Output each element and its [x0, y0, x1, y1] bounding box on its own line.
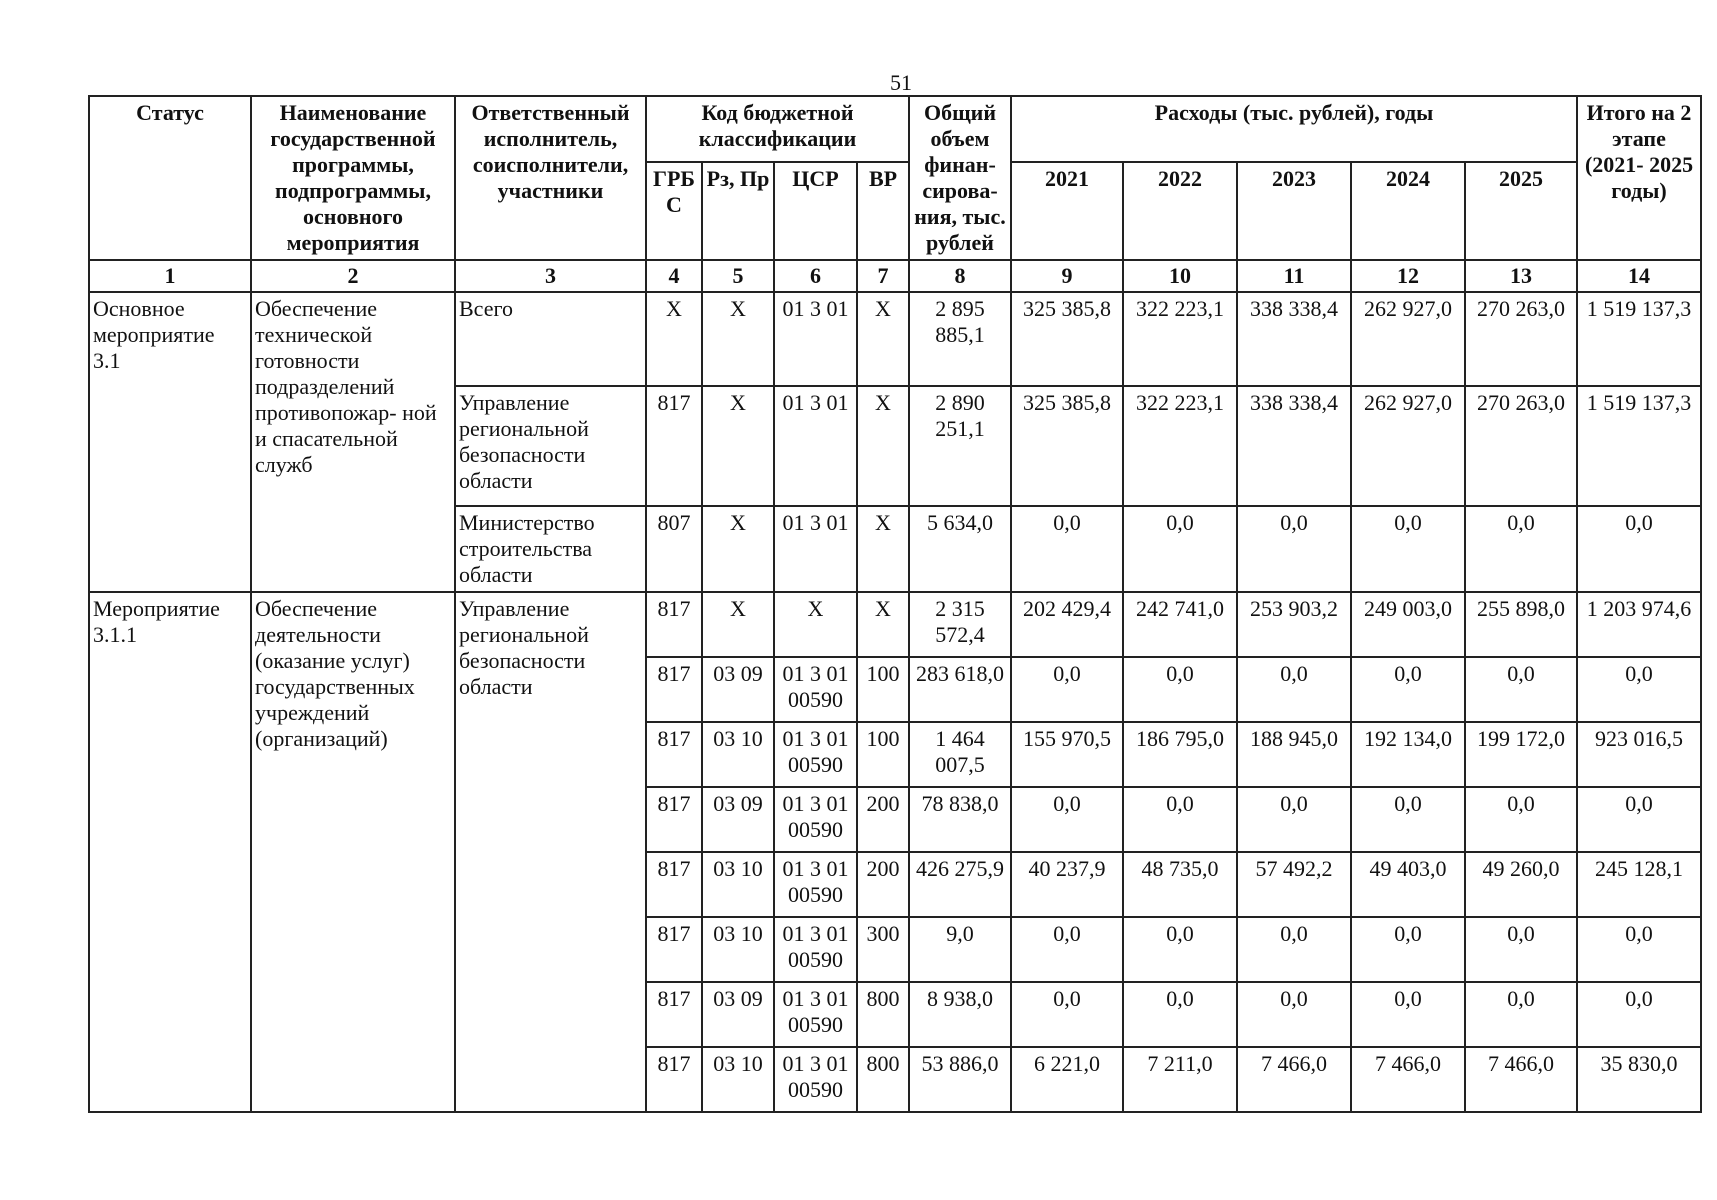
status-cell: Основное мероприятие 3.1 [89, 292, 251, 592]
vr-cell: 100 [857, 657, 909, 722]
responsible-cell: Управление региональной безопасности области [455, 386, 646, 506]
total-cell: 283 618,0 [909, 657, 1011, 722]
total-cell: 426 275,9 [909, 852, 1011, 917]
name-cell: Обеспечение технической готовности подразделений противопожар- ной и спасательной служб [251, 292, 455, 592]
col-number: 11 [1237, 260, 1351, 292]
itogo-cell: 923 016,5 [1577, 722, 1701, 787]
year-2025-cell: 199 172,0 [1465, 722, 1577, 787]
year-2023-cell: 338 338,4 [1237, 386, 1351, 506]
header-itogo: Итого на 2 этапе (2021- 2025 годы) [1577, 96, 1701, 260]
grbs-cell: 817 [646, 852, 702, 917]
vr-cell: 100 [857, 722, 909, 787]
csr-cell: 01 3 01 [774, 386, 857, 506]
status-cell: Мероприятие 3.1.1 [89, 592, 251, 1112]
csr-cell: 01 3 01 00590 [774, 657, 857, 722]
name-cell: Обеспечение деятельности (оказание услуг) государственных учреждений (организаций) [251, 592, 455, 1112]
header-expenses: Расходы (тыс. рублей), годы [1011, 96, 1577, 162]
grbs-cell: 817 [646, 787, 702, 852]
year-2023-cell: 0,0 [1237, 917, 1351, 982]
col-number: 12 [1351, 260, 1465, 292]
year-2021-cell: 325 385,8 [1011, 292, 1123, 386]
col-number: 5 [702, 260, 774, 292]
year-2025-cell: 49 260,0 [1465, 852, 1577, 917]
column-number-row [89, 260, 1701, 292]
year-2025-cell: 0,0 [1465, 506, 1577, 592]
grbs-cell: Х [646, 292, 702, 386]
year-2025-cell: 0,0 [1465, 657, 1577, 722]
budget-table [88, 95, 1702, 1113]
header-rzpr: Рз, Пр [702, 162, 774, 260]
itogo-cell: 1 519 137,3 [1577, 292, 1701, 386]
year-2021-cell: 202 429,4 [1011, 592, 1123, 657]
csr-cell: 01 3 01 00590 [774, 852, 857, 917]
col-number: 13 [1465, 260, 1577, 292]
itogo-cell: 0,0 [1577, 657, 1701, 722]
rzpr-cell: 03 10 [702, 852, 774, 917]
itogo-cell: 0,0 [1577, 982, 1701, 1047]
year-2025-cell: 0,0 [1465, 982, 1577, 1047]
csr-cell: 01 3 01 00590 [774, 1047, 857, 1112]
total-cell: 2 315 572,4 [909, 592, 1011, 657]
year-2024-cell: 0,0 [1351, 506, 1465, 592]
total-cell: 2 890 251,1 [909, 386, 1011, 506]
rzpr-cell: 03 10 [702, 722, 774, 787]
rzpr-cell: 03 09 [702, 657, 774, 722]
header-name: Наименование государственной программы, подпрограммы, основного мероприятия [251, 96, 455, 260]
year-2022-cell: 0,0 [1123, 657, 1237, 722]
year-2024-cell: 0,0 [1351, 657, 1465, 722]
year-2023-cell: 0,0 [1237, 657, 1351, 722]
vr-cell: Х [857, 506, 909, 592]
col-number: 4 [646, 260, 702, 292]
col-number: 8 [909, 260, 1011, 292]
year-2021-cell: 0,0 [1011, 982, 1123, 1047]
col-number: 2 [251, 260, 455, 292]
total-cell: 78 838,0 [909, 787, 1011, 852]
year-2022-cell: 186 795,0 [1123, 722, 1237, 787]
year-2024-cell: 0,0 [1351, 787, 1465, 852]
responsible-cell: Всего [455, 292, 646, 386]
total-cell: 9,0 [909, 917, 1011, 982]
itogo-cell: 35 830,0 [1577, 1047, 1701, 1112]
year-2021-cell: 0,0 [1011, 787, 1123, 852]
total-cell: 2 895 885,1 [909, 292, 1011, 386]
csr-cell: 01 3 01 00590 [774, 787, 857, 852]
rzpr-cell: Х [702, 386, 774, 506]
year-2022-cell: 0,0 [1123, 506, 1237, 592]
grbs-cell: 817 [646, 592, 702, 657]
year-2023-cell: 0,0 [1237, 982, 1351, 1047]
total-cell: 5 634,0 [909, 506, 1011, 592]
grbs-cell: 817 [646, 657, 702, 722]
year-2021-cell: 6 221,0 [1011, 1047, 1123, 1112]
header-year-2024: 2024 [1351, 162, 1465, 260]
vr-cell: 800 [857, 982, 909, 1047]
itogo-cell: 0,0 [1577, 917, 1701, 982]
grbs-cell: 817 [646, 1047, 702, 1112]
year-2024-cell: 7 466,0 [1351, 1047, 1465, 1112]
year-2024-cell: 0,0 [1351, 982, 1465, 1047]
header-budget-code: Код бюджетной классификации [646, 96, 909, 162]
year-2022-cell: 48 735,0 [1123, 852, 1237, 917]
csr-cell: 01 3 01 [774, 506, 857, 592]
col-number: 1 [89, 260, 251, 292]
itogo-cell: 1 519 137,3 [1577, 386, 1701, 506]
grbs-cell: 817 [646, 386, 702, 506]
col-number: 7 [857, 260, 909, 292]
rzpr-cell: Х [702, 292, 774, 386]
year-2021-cell: 0,0 [1011, 657, 1123, 722]
year-2022-cell: 0,0 [1123, 787, 1237, 852]
total-cell: 1 464 007,5 [909, 722, 1011, 787]
year-2023-cell: 338 338,4 [1237, 292, 1351, 386]
rzpr-cell: 03 09 [702, 787, 774, 852]
year-2022-cell: 7 211,0 [1123, 1047, 1237, 1112]
csr-cell: 01 3 01 00590 [774, 917, 857, 982]
header-year-2021: 2021 [1011, 162, 1123, 260]
year-2025-cell: 0,0 [1465, 787, 1577, 852]
header-grbs: ГРБ С [646, 162, 702, 260]
vr-cell: Х [857, 292, 909, 386]
year-2024-cell: 262 927,0 [1351, 386, 1465, 506]
vr-cell: 300 [857, 917, 909, 982]
year-2022-cell: 322 223,1 [1123, 386, 1237, 506]
year-2024-cell: 0,0 [1351, 917, 1465, 982]
year-2024-cell: 192 134,0 [1351, 722, 1465, 787]
itogo-cell: 0,0 [1577, 787, 1701, 852]
year-2023-cell: 188 945,0 [1237, 722, 1351, 787]
header-year-2022: 2022 [1123, 162, 1237, 260]
year-2022-cell: 242 741,0 [1123, 592, 1237, 657]
table-header [89, 96, 1701, 292]
table-row [89, 292, 1701, 386]
year-2023-cell: 0,0 [1237, 506, 1351, 592]
year-2025-cell: 0,0 [1465, 917, 1577, 982]
year-2025-cell: 270 263,0 [1465, 292, 1577, 386]
total-cell: 53 886,0 [909, 1047, 1011, 1112]
header-vr: ВР [857, 162, 909, 260]
year-2022-cell: 322 223,1 [1123, 292, 1237, 386]
csr-cell: 01 3 01 [774, 292, 857, 386]
vr-cell: 800 [857, 1047, 909, 1112]
col-number: 14 [1577, 260, 1701, 292]
year-2024-cell: 262 927,0 [1351, 292, 1465, 386]
vr-cell: 200 [857, 852, 909, 917]
header-year-2025: 2025 [1465, 162, 1577, 260]
table-body [89, 292, 1701, 1112]
rzpr-cell: 03 09 [702, 982, 774, 1047]
year-2021-cell: 0,0 [1011, 506, 1123, 592]
header-year-2023: 2023 [1237, 162, 1351, 260]
col-number: 6 [774, 260, 857, 292]
rzpr-cell: 03 10 [702, 1047, 774, 1112]
col-number: 9 [1011, 260, 1123, 292]
year-2021-cell: 325 385,8 [1011, 386, 1123, 506]
csr-cell: Х [774, 592, 857, 657]
year-2021-cell: 40 237,9 [1011, 852, 1123, 917]
csr-cell: 01 3 01 00590 [774, 722, 857, 787]
responsible-cell: Управление региональной безопасности области [455, 592, 646, 1112]
itogo-cell: 1 203 974,6 [1577, 592, 1701, 657]
grbs-cell: 817 [646, 982, 702, 1047]
header-total-volume: Общий объем финан- сирова- ния, тыс. рублей [909, 96, 1011, 260]
year-2023-cell: 0,0 [1237, 787, 1351, 852]
year-2025-cell: 270 263,0 [1465, 386, 1577, 506]
year-2022-cell: 0,0 [1123, 917, 1237, 982]
year-2023-cell: 7 466,0 [1237, 1047, 1351, 1112]
year-2022-cell: 0,0 [1123, 982, 1237, 1047]
year-2025-cell: 7 466,0 [1465, 1047, 1577, 1112]
year-2023-cell: 57 492,2 [1237, 852, 1351, 917]
grbs-cell: 817 [646, 917, 702, 982]
responsible-cell: Министерство строительства области [455, 506, 646, 592]
rzpr-cell: Х [702, 592, 774, 657]
grbs-cell: 817 [646, 722, 702, 787]
header-status: Статус [89, 96, 251, 260]
csr-cell: 01 3 01 00590 [774, 982, 857, 1047]
vr-cell: 200 [857, 787, 909, 852]
header-csr: ЦСР [774, 162, 857, 260]
year-2024-cell: 249 003,0 [1351, 592, 1465, 657]
year-2021-cell: 0,0 [1011, 917, 1123, 982]
rzpr-cell: Х [702, 506, 774, 592]
year-2024-cell: 49 403,0 [1351, 852, 1465, 917]
vr-cell: Х [857, 592, 909, 657]
grbs-cell: 807 [646, 506, 702, 592]
col-number: 10 [1123, 260, 1237, 292]
itogo-cell: 245 128,1 [1577, 852, 1701, 917]
table-row [89, 592, 1701, 657]
year-2025-cell: 255 898,0 [1465, 592, 1577, 657]
year-2021-cell: 155 970,5 [1011, 722, 1123, 787]
header-responsible: Ответственный исполнитель, соисполнители, участники [455, 96, 646, 260]
page-number: 51 [890, 70, 912, 95]
col-number: 3 [455, 260, 646, 292]
total-cell: 8 938,0 [909, 982, 1011, 1047]
itogo-cell: 0,0 [1577, 506, 1701, 592]
year-2023-cell: 253 903,2 [1237, 592, 1351, 657]
rzpr-cell: 03 10 [702, 917, 774, 982]
vr-cell: Х [857, 386, 909, 506]
